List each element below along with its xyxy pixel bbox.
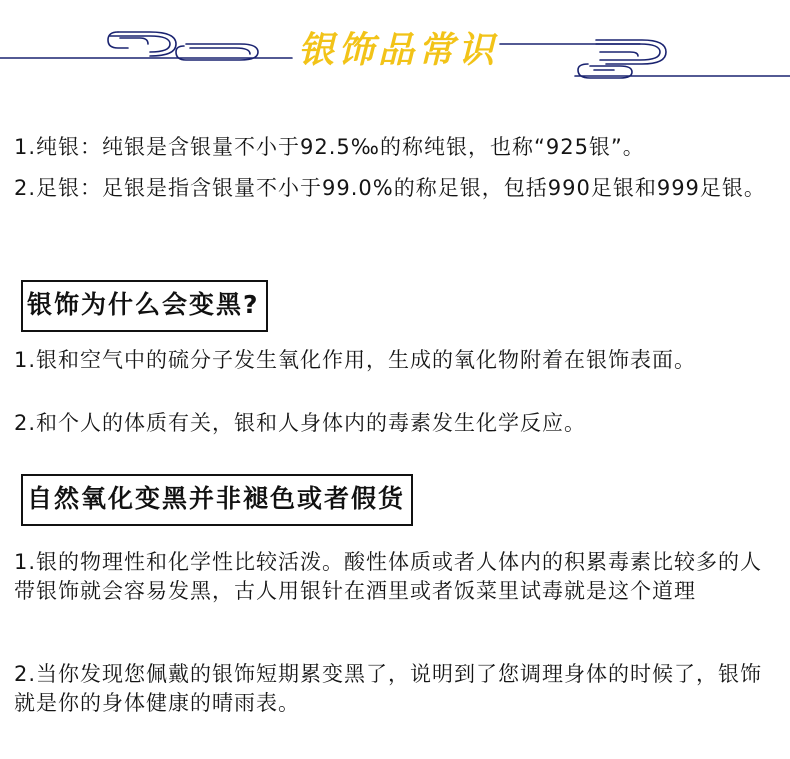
- section-heading-natural-oxidation: 自然氧化变黑并非褪色或者假货: [21, 474, 413, 526]
- section1-item-constitution: 2.和个人的体质有关，银和人身体内的毒素发生化学反应。: [14, 411, 587, 435]
- section1-item-oxidation: 1.银和空气中的硫分子发生氧化作用，生成的氧化物附着在银饰表面。: [14, 348, 697, 372]
- page-title: 银饰品常识: [298, 29, 499, 71]
- section-heading-why-tarnish: 银饰为什么会变黑?: [21, 280, 268, 332]
- page-header: [0, 0, 790, 100]
- section2-item-health-indicator: 2.当你发现您佩戴的银饰短期累变黑了，说明到了您调理身体的时候了，银饰就是你的身体健康的晴雨表。: [14, 662, 763, 715]
- intro-item-fine-silver: 2.足银：足银是指含银量不小于99.0%的称足银，包括990足银和999足银。: [14, 176, 766, 200]
- section2-item-chemistry: 1.银的物理性和化学性比较活泼。酸性体质或者人体内的积累毒素比较多的人带银饰就会容易发黑，古人用银针在酒里或者饭菜里试毒就是这个道理: [14, 550, 763, 603]
- intro-item-pure-silver: 1.纯银：纯银是含银量不小于92.5‰的称纯银，也称“925银”。: [14, 135, 645, 159]
